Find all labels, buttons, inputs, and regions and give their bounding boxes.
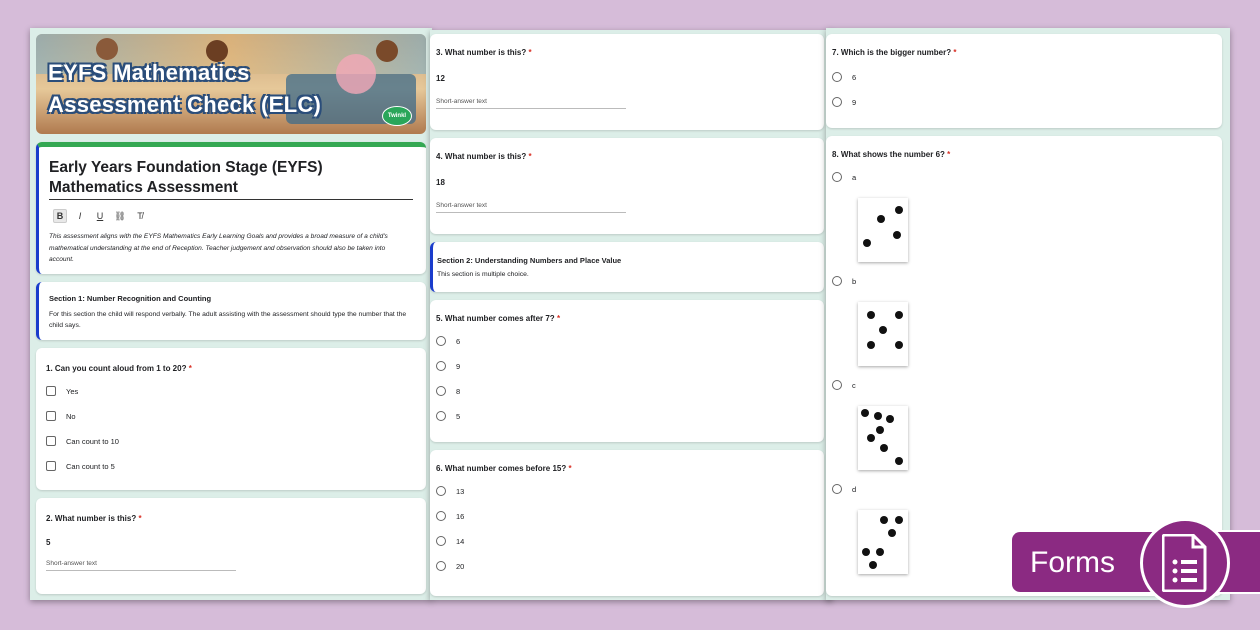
radio-icon[interactable]: [436, 336, 446, 346]
google-forms-icon: [1140, 518, 1230, 608]
question-4-number: 18: [436, 178, 445, 187]
radio-icon[interactable]: [436, 536, 446, 546]
checkbox-icon[interactable]: [46, 436, 56, 446]
checkbox-option-count-5[interactable]: Can count to 5: [46, 461, 115, 471]
short-answer-field[interactable]: Short-answer text: [436, 98, 626, 109]
italic-button[interactable]: I: [78, 211, 82, 221]
link-icon[interactable]: ⛓: [114, 210, 126, 221]
question-3-card: [430, 34, 824, 130]
question-7-card: [826, 34, 1222, 128]
radio-option[interactable]: 13: [436, 486, 464, 496]
question-1-card: [36, 348, 426, 490]
question-2-number: 5: [46, 538, 51, 547]
radio-icon[interactable]: [436, 361, 446, 371]
radio-option[interactable]: 6: [436, 336, 460, 346]
section2-description: This section is multiple choice.: [437, 271, 529, 278]
radio-option-c[interactable]: c: [832, 380, 856, 390]
question-2-text: 2. What number is this? *: [46, 514, 142, 523]
dice-image-6-dots: [858, 510, 908, 574]
radio-icon[interactable]: [436, 486, 446, 496]
text-format-toolbar: [53, 209, 147, 223]
radio-option[interactable]: 9: [832, 97, 856, 107]
dice-image-5-dots: [858, 302, 908, 366]
form-title-line2[interactable]: Mathematics Assessment: [49, 179, 413, 200]
form-page-2: [430, 30, 832, 600]
bold-button[interactable]: B: [53, 209, 67, 223]
radio-icon[interactable]: [436, 386, 446, 396]
radio-icon[interactable]: [436, 511, 446, 521]
radio-option[interactable]: 6: [832, 72, 856, 82]
checkbox-icon[interactable]: [46, 411, 56, 421]
banner-title-line2: Assessment Check (ELC): [48, 92, 322, 117]
question-8-text: 8. What shows the number 6? *: [832, 150, 951, 159]
header-banner-image: [36, 34, 426, 134]
section1-header-card: [36, 282, 426, 340]
radio-icon[interactable]: [436, 411, 446, 421]
checkbox-option-yes[interactable]: Yes: [46, 386, 78, 396]
radio-option-b[interactable]: b: [832, 276, 856, 286]
radio-option[interactable]: 8: [436, 386, 460, 396]
question-1-text: 1. Can you count aloud from 1 to 20? *: [46, 364, 192, 373]
twinkl-logo: Twinkl: [382, 106, 412, 126]
banner-title-line1: EYFS Mathematics: [48, 60, 250, 85]
underline-button[interactable]: U: [96, 211, 104, 221]
checkbox-option-no[interactable]: No: [46, 411, 76, 421]
section1-description: For this section the child will respond verbally. The adult assisting with the assessment should type the number that the child says.: [49, 311, 407, 329]
question-3-text: 3. What number is this? *: [436, 48, 532, 57]
radio-icon[interactable]: [832, 97, 842, 107]
radio-option[interactable]: 20: [436, 561, 464, 571]
radio-icon[interactable]: [832, 276, 842, 286]
checkbox-option-count-10[interactable]: Can count to 10: [46, 436, 119, 446]
radio-icon[interactable]: [436, 561, 446, 571]
radio-option[interactable]: 14: [436, 536, 464, 546]
radio-option-a[interactable]: a: [832, 172, 856, 182]
question-2-card: [36, 498, 426, 594]
radio-icon[interactable]: [832, 172, 842, 182]
section2-header-card: [430, 242, 824, 292]
form-page-3: [826, 28, 1230, 600]
radio-option[interactable]: 9: [436, 361, 460, 371]
question-6-card: [430, 450, 824, 596]
radio-option[interactable]: 5: [436, 411, 460, 421]
section1-title: Section 1: Number Recognition and Counting: [49, 294, 212, 303]
form-description[interactable]: This assessment aligns with the EYFS Mathematics Early Learning Goals and provides a broad measure of a child's mathematical understanding at the end of Reception. Teacher judgement and observation should also be taken into account.: [49, 233, 388, 263]
short-answer-field[interactable]: Short-answer text: [46, 560, 236, 571]
form-intro-card: [36, 142, 426, 274]
checkbox-icon[interactable]: [46, 386, 56, 396]
question-7-text: 7. Which is the bigger number? *: [832, 48, 957, 57]
radio-icon[interactable]: [832, 72, 842, 82]
question-3-number: 12: [436, 74, 445, 83]
forms-label: Forms: [1030, 546, 1115, 579]
checkbox-icon[interactable]: [46, 461, 56, 471]
question-5-text: 5. What number comes after 7? *: [436, 314, 561, 323]
short-answer-field[interactable]: Short-answer text: [436, 202, 626, 213]
clear-format-icon[interactable]: T̸: [137, 211, 143, 221]
dice-image-4-dots: [858, 198, 908, 262]
radio-icon[interactable]: [832, 380, 842, 390]
question-4-card: [430, 138, 824, 234]
form-title-line1: Early Years Foundation Stage (EYFS): [49, 159, 323, 176]
section2-title: Section 2: Understanding Numbers and Place Value: [437, 256, 622, 265]
radio-option[interactable]: 16: [436, 511, 464, 521]
question-6-text: 6. What number comes before 15? *: [436, 464, 572, 473]
radio-icon[interactable]: [832, 484, 842, 494]
dice-image-6-dots-scattered: [858, 406, 908, 470]
radio-option-d[interactable]: d: [832, 484, 856, 494]
form-page-1: [30, 28, 432, 600]
question-4-text: 4. What number is this? *: [436, 152, 532, 161]
question-5-card: [430, 300, 824, 442]
